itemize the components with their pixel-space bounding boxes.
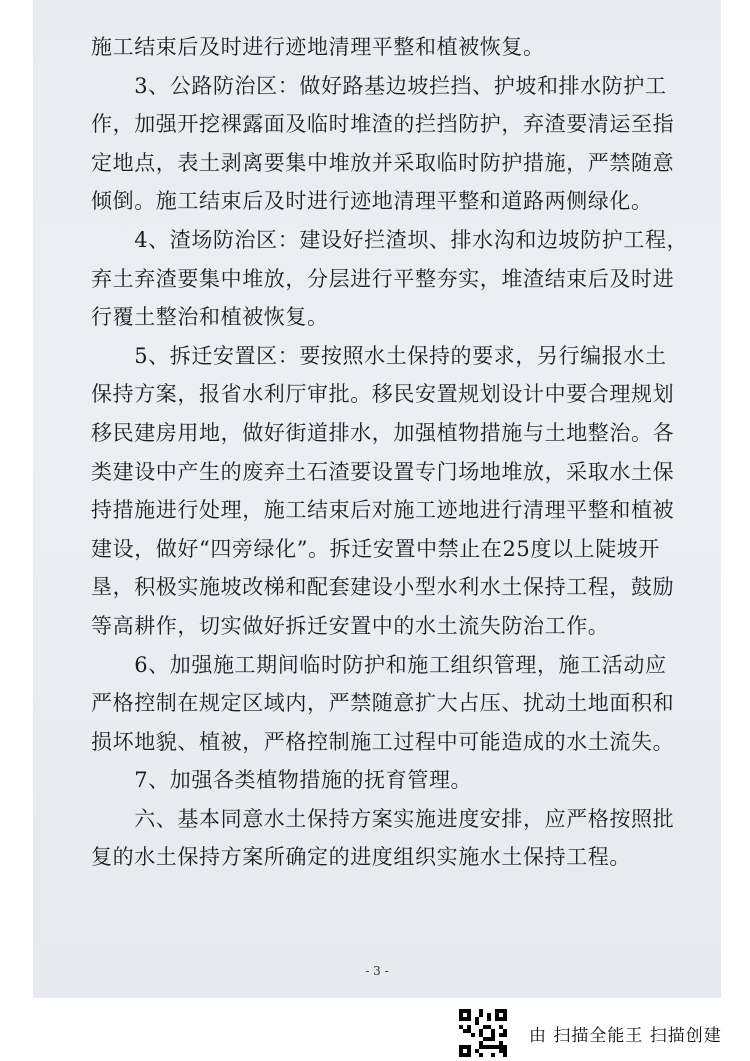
text-line: 3、公路防治区：做好路基边坡拦挡、护坡和排水防护工 [91,73,667,98]
text-line: 建设，做好“四旁绿化”。拆迁安置中禁止在25度以上陡坡开 [91,536,660,561]
scanner-watermark [459,1007,722,1059]
text-line: 等高耕作，切实做好拆迁安置中的水土流失防治工作。 [91,613,610,638]
text-line: 5、拆迁安置区：要按照水土保持的要求，另行编报水土 [91,343,667,368]
text-line: 垦，积极实施坡改梯和配套建设小型水利水土保持工程，鼓励 [91,575,675,600]
text-line: 作，加强开挖裸露面及临时堆渣的拦挡防护，弃渣要清运至指 [91,112,675,137]
qr-code-icon [459,1009,507,1057]
text-line: 4、渣场防治区：建设好拦渣坝、排水沟和边坡防护工程， [91,227,689,252]
text-line: 6、加强施工期间临时防护和施工组织管理，施工活动应 [91,652,667,677]
text-line: 弃土弃渣要集中堆放，分层进行平整夯实，堆渣结束后及时进 [91,266,675,291]
text-line: 7、加强各类植物措施的抚育管理。 [91,768,473,793]
page-number: - 3 - [365,964,389,978]
text-line: 复的水土保持方案所确定的进度组织实施水土保持工程。 [91,845,631,870]
text-line: 移民建房用地，做好街道排水，加强植物措施与土地整治。各 [91,420,675,445]
text-line: 六、基本同意水土保持方案实施进度安排，应严格按照批 [91,806,675,831]
watermark-text: 由 扫描全能王 扫描创建 [529,1025,722,1046]
text-line: 严格控制在规定区域内，严禁随意扩大占压、扰动土地面积和 [91,691,675,716]
text-line: 损坏地貌、植被，严格控制施工过程中可能造成的水土流失。 [91,729,675,754]
text-line: 保持方案，报省水利厅审批。移民安置规划设计中要合理规划 [91,382,675,407]
text-line: 倾倒。施工结束后及时进行迹地清理平整和道路两侧绿化。 [91,189,653,214]
text-line: 施工结束后及时进行迹地清理平整和植被恢复。 [91,35,545,59]
scanned-page [33,0,721,998]
document-body [91,28,695,877]
text-line: 持措施进行处理，施工结束后对施工迹地进行清理平整和植被 [91,498,675,523]
text-line: 类建设中产生的废弃土石渣要设置专门场地堆放，采取水土保 [91,459,675,484]
text-line: 行覆土整治和植被恢复。 [91,305,329,330]
text-line: 定地点，表土剥离要集中堆放并采取临时防护措施，严禁随意 [91,150,675,175]
